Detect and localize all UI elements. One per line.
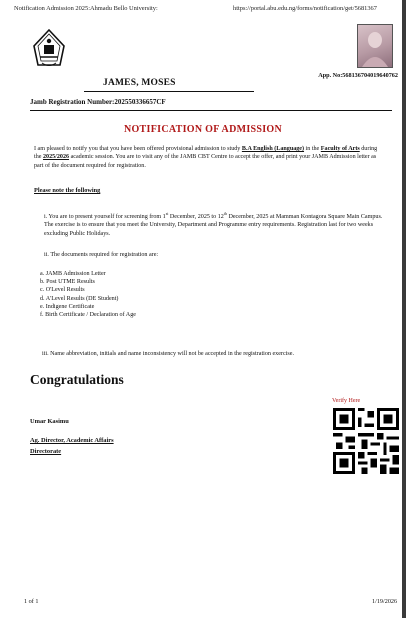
intro-text-4: academic session. You are to visit any of the JAMB CBT Centre to accept the offer, and print your JAMB Admission letter as part of the document required for registration.: [34, 154, 377, 169]
candidate-name: JAMES, MOSES: [103, 78, 176, 88]
print-date: 1/19/2026: [372, 598, 398, 605]
list-item: a. JAMB Admission Letter: [40, 271, 106, 277]
programme-name: B.A English (Language): [241, 146, 305, 152]
documents-heading: ii. The documents required for registration are:: [44, 252, 159, 258]
session-name: 2025/2026: [42, 154, 70, 161]
list-item: f. Birth Certificate / Declaration of Age: [40, 312, 136, 319]
signatory-role: Ag. Director, Academic Affairs: [30, 437, 114, 444]
list-item: b. Post UTME Results: [40, 279, 95, 286]
list-item: c. O'Level Results: [40, 287, 85, 294]
signatory-name: Umar Kasimu: [30, 418, 69, 425]
ordinal-th: th: [223, 211, 227, 216]
verification-qr-code[interactable]: [332, 408, 400, 474]
application-number: App. No:568136704019640762: [318, 72, 398, 79]
candidate-photo: [357, 24, 393, 68]
intro-text-2: in the: [304, 146, 321, 152]
header-divider: [30, 110, 392, 111]
letter-title: NOTIFICATION OF ADMISSION: [123, 124, 283, 135]
please-note-heading: Please note the following: [34, 187, 101, 194]
signatory-department: Directorate: [30, 448, 62, 455]
name-consistency-notice: iii. Name abbreviation, initials and name inconsistency will not be accepted in the registration exercise.: [42, 351, 294, 357]
screening-text-2: December, 2025 to 12: [168, 214, 224, 221]
jamb-registration-number: Jamb Registration Number:202550336657CF: [30, 98, 166, 106]
ordinal-st: st: [165, 211, 169, 216]
browser-url[interactable]: https://portal.abu.edu.ng/forms/notification/get/5681367: [233, 5, 377, 12]
name-divider: [84, 91, 254, 92]
page-edge: [402, 0, 406, 618]
browser-page-title: Notification Admission 2025:Ahmadu Bello University:: [14, 5, 158, 12]
faculty-name: Faculty of Arts: [320, 146, 360, 152]
intro-paragraph: [34, 145, 384, 170]
intro-text-3: during the: [34, 146, 378, 161]
page-count: 1 of 1: [24, 598, 39, 605]
screening-text-3: December, 2025 at Mamman Kontagora Square Main Campus. The exercise is to ensure that you meet the University, Department and Programme entry requirements. Registration last for two weeks excluding Public Holidays.: [44, 214, 383, 237]
verify-label: Verify Here: [332, 398, 361, 404]
list-item: e. Indigene Certificate: [40, 303, 95, 310]
documents-list: [40, 270, 136, 319]
screening-text-1: i. You are to present yourself for screening from 1: [44, 214, 166, 221]
university-logo: [30, 28, 68, 68]
intro-text-1: I am pleased to notify you that you have been offered provisional admission to study: [34, 146, 242, 152]
list-item: d. A'Level Results (DE Student): [40, 295, 119, 302]
congratulations-heading: Congratulations: [30, 372, 124, 387]
screening-instruction: [44, 210, 384, 238]
